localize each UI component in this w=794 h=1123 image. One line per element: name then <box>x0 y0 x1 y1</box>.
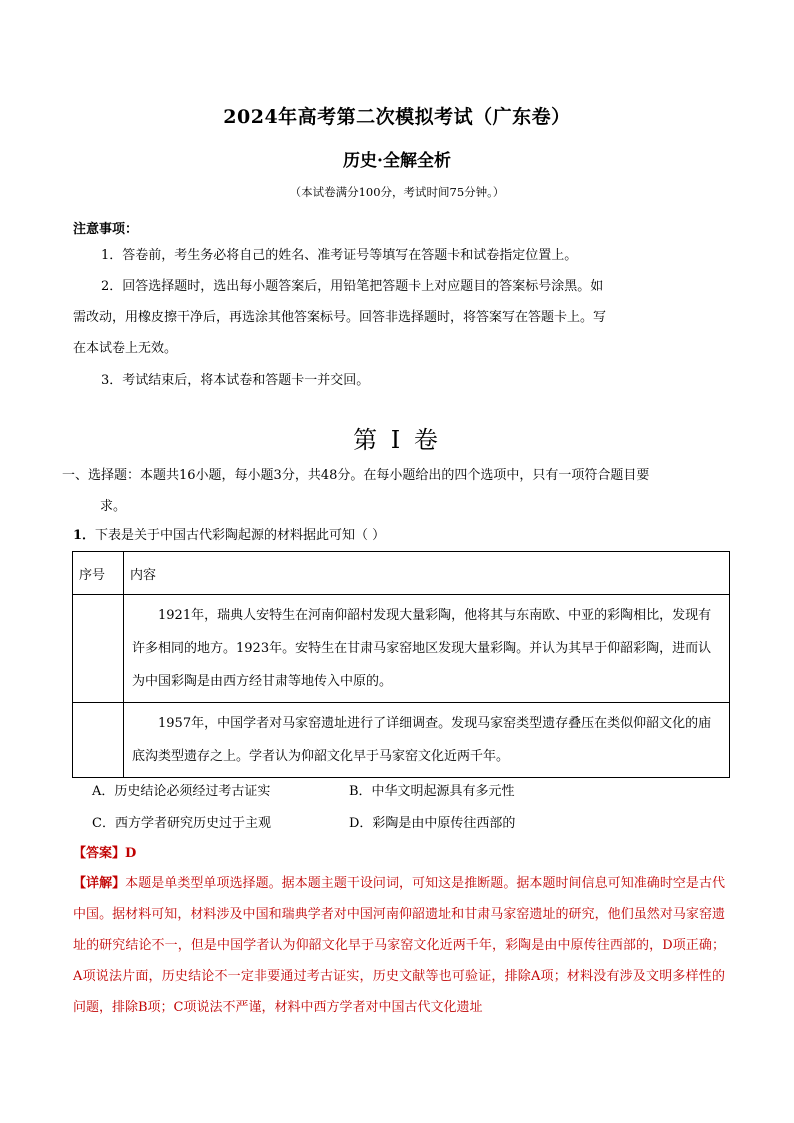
notice-item: 1．答卷前，考生务必将自己的姓名、准考证号等填写在答题卡和试卷指定位置上。 <box>101 248 578 263</box>
answer-label: 【答案】D <box>73 846 137 861</box>
answer-detail <box>73 868 725 1023</box>
table-cell-content: 1957年，中国学者对马家窑遗址进行了详细调查。发现马家窑类型遗存叠压在类似仰韶文化的庙底沟类型遗存之上。学者认为仰韶文化早于马家窑文化近两千年。 <box>124 703 730 778</box>
detail-tag: 【详解】 <box>73 876 126 891</box>
table-cell-num <box>73 703 124 778</box>
question-number: 1． <box>73 528 96 543</box>
section-line: 求。 <box>100 499 127 514</box>
notice-heading: 注意事项： <box>73 222 139 237</box>
table-row <box>73 595 730 703</box>
exam-title: 2024年高考第二次模拟考试（广东卷） <box>223 106 571 128</box>
section-line: 一、选择题：本题共16小题，每小题3分，共48分。在每小题给出的四个选项中，只有一项符合题目要 <box>62 468 650 483</box>
table-header-content: 内容 <box>124 552 730 595</box>
table-cell-content: 1921年，瑞典人安特生在河南仰韶村发现大量彩陶，他将其与东南欧、中亚的彩陶相比，发现有许多相同的地方。1923年。安特生在甘肃马家窑地区发现大量彩陶。并认为其早于仰韶彩陶，进而认为中国彩陶是由西方经甘肃等地传入中原的。 <box>124 595 730 703</box>
table-header-row <box>73 552 730 595</box>
notice-item: 3．考试结束后，将本试卷和答题卡一并交回。 <box>101 373 370 388</box>
option-a: A．历史结论必须经过考古证实 <box>92 784 271 799</box>
question-stem <box>73 524 385 543</box>
exam-subtitle: 历史·全解全析 <box>343 151 451 171</box>
volume-title: 第 I 卷 <box>353 426 441 454</box>
table-row <box>73 703 730 778</box>
notice-item-continuation: 在本试卷上无效。 <box>73 341 178 356</box>
material-table <box>72 551 730 778</box>
detail-text: 本题是单类型单项选择题。据本题主题干设问词，可知这是推断题。据本题时间信息可知准确时空是古代中国。据材料可知，材料涉及中国和瑞典学者对中国河南仰韶遗址和甘肃马家窑遗址的研究，他们虽然对马家窑遗址的研究结论不一，但是中国学者认为仰韶文化早于马家窑文化近两千年，彩陶是由中原传往西部的，D项正确；A项说法片面，历史结论不一定非要通过考古证实，历史文献等也可验证，排除A项；材料没有涉及文明多样性的问题，排除B项；C项说法不严谨，材料中西方学者对中国古代文化遗址 <box>73 876 725 1015</box>
option-c: C．西方学者研究历史过于主观 <box>92 816 271 831</box>
notice-item: 2．回答选择题时，选出每小题答案后，用铅笔把答题卡上对应题目的答案标号涂黑。如 <box>101 279 604 294</box>
section-instructions <box>62 460 732 522</box>
table-cell-num <box>73 595 124 703</box>
table-header-num: 序号 <box>73 552 124 595</box>
exam-meta: （本试卷满分100分，考试时间75分钟。） <box>289 185 505 199</box>
option-b: B．中华文明起源具有多元性 <box>349 784 515 799</box>
option-d: D．彩陶是由中原传往西部的 <box>349 816 516 831</box>
question-text: 下表是关于中国古代彩陶起源的材料据此可知（ ） <box>95 528 386 543</box>
notice-item-continuation: 需改动，用橡皮擦干净后，再选涂其他答案标号。回答非选择题时，将答案写在答题卡上。写 <box>73 310 607 325</box>
